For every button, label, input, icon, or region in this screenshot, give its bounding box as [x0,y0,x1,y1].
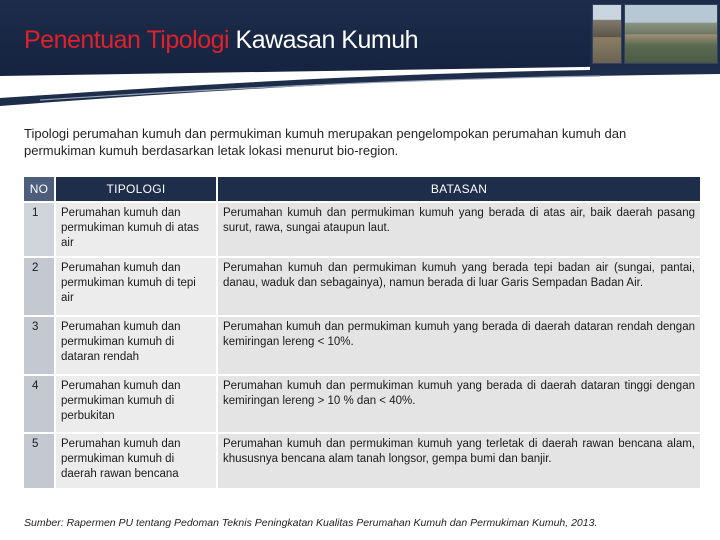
row-batasan: Perumahan kumuh dan permukiman kumuh yang berada di atas air, baik daerah pasang surut, rawa, sungai ataupun laut. [216,201,700,256]
row-tipologi: Perumahan kumuh dan permukiman kumuh di tepi air [54,256,216,315]
typology-table [24,177,700,488]
table-row [24,201,700,256]
row-tipologi: Perumahan kumuh dan permukiman kumuh di dataran rendah [54,315,216,374]
table-row [24,315,700,374]
row-number: 3 [24,315,54,374]
header-no: NO [24,177,54,201]
table-row [24,432,700,488]
row-batasan: Perumahan kumuh dan permukiman kumuh yang berada di daerah dataran rendah dengan kemiringan lereng < 10%. [216,315,700,374]
slum-photo-small [592,4,622,64]
row-number: 2 [24,256,54,315]
row-tipologi: Perumahan kumuh dan permukiman kumuh di perbukitan [54,374,216,432]
row-tipologi: Perumahan kumuh dan permukiman kumuh di atas air [54,201,216,256]
table-row [24,374,700,432]
row-batasan: Perumahan kumuh dan permukiman kumuh yang berada tepi badan air (sungai, pantai, danau, waduk dan sebagainya), namun berada di luar Garis Sempadan Badan Air. [216,256,700,315]
header-photos [590,0,720,70]
row-number: 1 [24,201,54,256]
header-tipologi: TIPOLOGI [54,177,216,201]
row-batasan: Perumahan kumuh dan permukiman kumuh yang terletak di daerah rawan bencana alam, khususnya bencana alam tanah longsor, gempa bumi dan banjir. [216,432,700,488]
intro-paragraph: Tipologi perumahan kumuh dan permukiman kumuh merupakan pengelompokan perumahan kumuh dan permukiman kumuh berdasarkan letak lokasi menurut bio-region. [24,126,627,158]
row-tipologi: Perumahan kumuh dan permukiman kumuh di daerah rawan bencana [54,432,216,488]
source-citation: Sumber: Rapermen PU tentang Pedoman Teknis Peningkatan Kualitas Perumahan Kumuh dan Permukiman Kumuh, 2013. [24,517,598,529]
page-title [24,26,418,55]
title-white-part: Kawasan Kumuh [235,26,419,54]
table-header-row [24,177,700,201]
row-number: 5 [24,432,54,488]
row-number: 4 [24,374,54,432]
row-batasan: Perumahan kumuh dan permukiman kumuh yang berada di daerah dataran tinggi dengan kemiringan lereng > 10 % dan < 40%. [216,374,700,432]
header-batasan: BATASAN [216,177,700,201]
title-red-part: Penentuan Tipologi [24,26,230,54]
header-swoosh [0,68,720,108]
slum-photo-large [624,4,718,64]
header-banner [0,0,720,95]
table-row [24,256,700,315]
